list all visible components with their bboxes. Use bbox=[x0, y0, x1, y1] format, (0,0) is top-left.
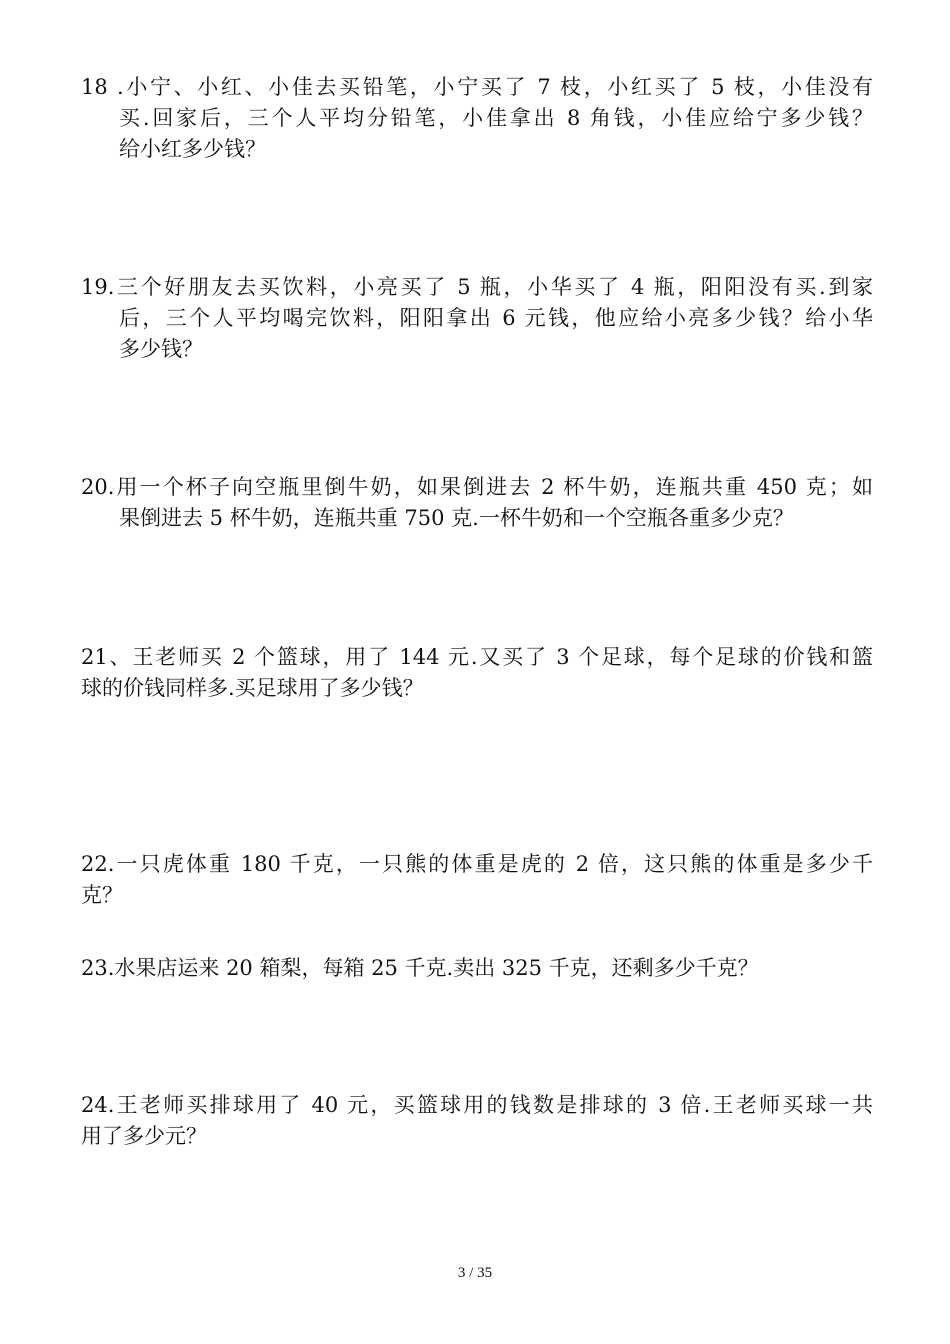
problem-20-line-1: 20.用一个杯子向空瓶里倒牛奶，如果倒进去 2 杯牛奶，连瓶共重 450 克；如 bbox=[81, 475, 873, 499]
problem-20 bbox=[81, 472, 873, 534]
problem-21-line-1: 21、王老师买 2 个篮球，用了 144 元.又买了 3 个足球，每个足球的价钱和篮 bbox=[81, 645, 873, 669]
problem-20-line-2: 果倒进去 5 杯牛奶，连瓶共重 750 克.一杯牛奶和一个空瓶各重多少克？ bbox=[119, 506, 794, 530]
problem-22-line-2: 克？ bbox=[81, 883, 123, 907]
problem-19 bbox=[81, 272, 873, 365]
problem-18-line-1: 18 .小宁、小红、小佳去买铅笔，小宁买了 7 枝，小红买了 5 枝，小佳没有 bbox=[81, 75, 873, 99]
problem-22-line-1: 22.一只虎体重 180 千克，一只熊的体重是虎的 2 倍，这只熊的体重是多少千 bbox=[81, 852, 873, 876]
problem-21 bbox=[81, 642, 873, 704]
problem-19-line-1: 19.三个好朋友去买饮料，小亮买了 5 瓶，小华买了 4 瓶，阳阳没有买.到家 bbox=[81, 275, 873, 299]
problem-24 bbox=[81, 1090, 873, 1152]
problem-19-line-3: 多少钱？ bbox=[119, 337, 203, 361]
problem-18-line-2: 买.回家后，三个人平均分铅笔，小佳拿出 8 角钱，小佳应给宁多少钱？ bbox=[119, 106, 873, 130]
page-number: 3 / 35 bbox=[457, 1265, 493, 1281]
problem-22 bbox=[81, 849, 873, 911]
problem-19-line-2: 后，三个人平均喝完饮料，阳阳拿出 6 元钱，他应给小亮多少钱？给小华 bbox=[119, 306, 873, 330]
problem-18-line-3: 给小红多少钱？ bbox=[119, 137, 266, 161]
problem-23-line-1: 23.水果店运来 20 箱梨，每箱 25 千克.卖出 325 千克，还剩多少千克？ bbox=[81, 956, 759, 980]
problem-21-line-2: 球的价钱同样多.买足球用了多少钱？ bbox=[81, 676, 424, 700]
problem-24-line-2: 用了多少元？ bbox=[81, 1124, 207, 1148]
problem-23 bbox=[81, 953, 873, 984]
problem-24-line-1: 24.王老师买排球用了 40 元，买篮球用的钱数是排球的 3 倍.王老师买球一共 bbox=[81, 1093, 873, 1117]
problem-18 bbox=[81, 72, 873, 165]
